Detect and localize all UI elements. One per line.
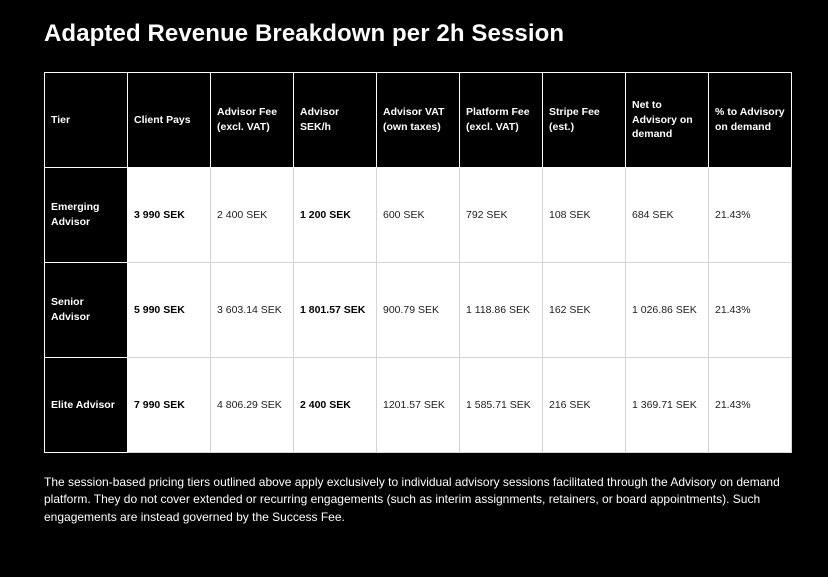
cell-platform-fee: 1 585.71 SEK	[460, 358, 543, 453]
cell-advisor-sek-per-hour: 2 400 SEK	[294, 358, 377, 453]
cell-advisor-vat: 900.79 SEK	[377, 263, 460, 358]
page-title: Adapted Revenue Breakdown per 2h Session	[44, 20, 565, 47]
cell-percent-to-platform: 21.43%	[709, 263, 792, 358]
header-advisor-sek-per-hour: Advisor SEK/h	[294, 73, 377, 168]
revenue-table	[44, 72, 792, 453]
header-stripe-fee: Stripe Fee (est.)	[543, 73, 626, 168]
cell-percent-to-platform: 21.43%	[709, 168, 792, 263]
header-tier: Tier	[45, 73, 128, 168]
cell-advisor-vat: 600 SEK	[377, 168, 460, 263]
cell-tier: Emerging Advisor	[45, 168, 128, 263]
cell-stripe-fee: 108 SEK	[543, 168, 626, 263]
cell-stripe-fee: 162 SEK	[543, 263, 626, 358]
header-advisor-fee: Advisor Fee (excl. VAT)	[211, 73, 294, 168]
table-header-row	[45, 73, 792, 168]
table-row-emerging	[45, 168, 792, 263]
cell-advisor-sek-per-hour: 1 801.57 SEK	[294, 263, 377, 358]
cell-advisor-fee: 4 806.29 SEK	[211, 358, 294, 453]
cell-advisor-fee: 2 400 SEK	[211, 168, 294, 263]
header-client-pays: Client Pays	[128, 73, 211, 168]
cell-advisor-vat: 1201.57 SEK	[377, 358, 460, 453]
cell-tier: Senior Advisor	[45, 263, 128, 358]
header-percent-to-platform: % to Advisory on demand	[709, 73, 792, 168]
cell-net-to-platform: 1 369.71 SEK	[626, 358, 709, 453]
table-row-elite	[45, 358, 792, 453]
table-row-senior	[45, 263, 792, 358]
header-advisor-vat: Advisor VAT (own taxes)	[377, 73, 460, 168]
cell-client-pays: 3 990 SEK	[128, 168, 211, 263]
cell-advisor-fee: 3 603.14 SEK	[211, 263, 294, 358]
cell-platform-fee: 1 118.86 SEK	[460, 263, 543, 358]
footnote: The session-based pricing tiers outlined above apply exclusively to individual advisory sessions facilitated through the Advisory on demand platform. They do not cover extended or recurring engagements (such as interim assignments, retainers, or board appointments). Such engagements are instead governed by the Success Fee.	[44, 475, 780, 524]
header-platform-fee: Platform Fee (excl. VAT)	[460, 73, 543, 168]
cell-net-to-platform: 684 SEK	[626, 168, 709, 263]
cell-platform-fee: 792 SEK	[460, 168, 543, 263]
cell-stripe-fee: 216 SEK	[543, 358, 626, 453]
cell-tier: Elite Advisor	[45, 358, 128, 453]
cell-net-to-platform: 1 026.86 SEK	[626, 263, 709, 358]
cell-client-pays: 7 990 SEK	[128, 358, 211, 453]
cell-advisor-sek-per-hour: 1 200 SEK	[294, 168, 377, 263]
header-net-to-platform: Net to Advisory on demand	[626, 73, 709, 168]
cell-percent-to-platform: 21.43%	[709, 358, 792, 453]
cell-client-pays: 5 990 SEK	[128, 263, 211, 358]
